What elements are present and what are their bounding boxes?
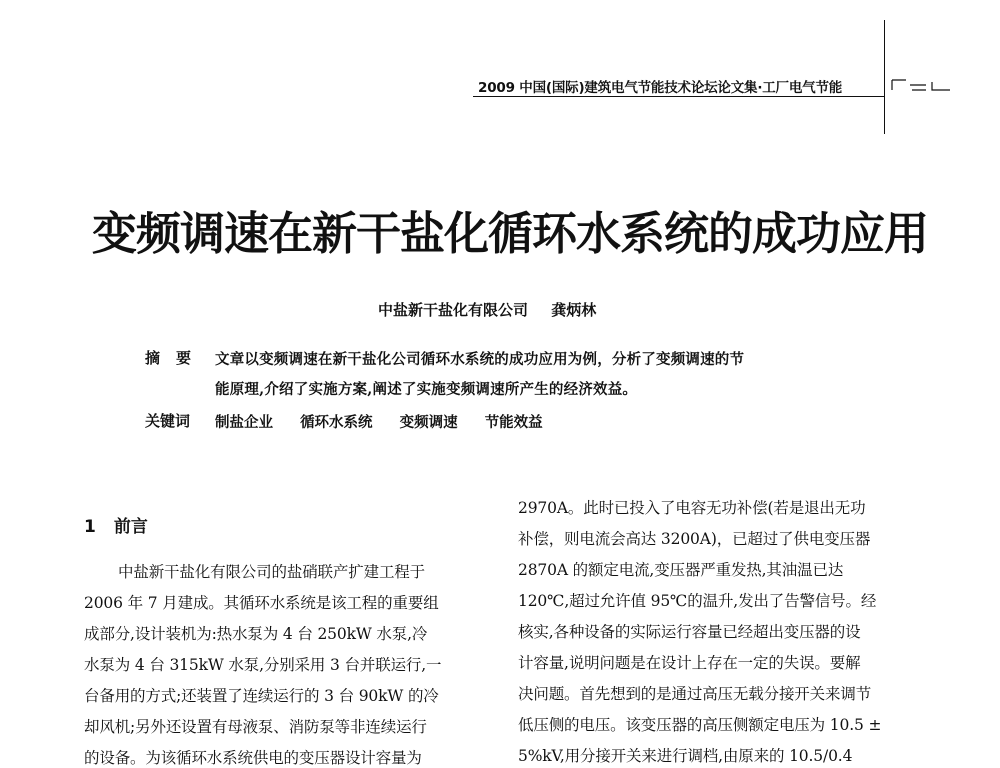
body-text-line: 中盐新干盐化有限公司的盐硝联产扩建工程于 xyxy=(118,563,426,581)
section-heading xyxy=(84,512,148,537)
abstract-line: 文章以变频调速在新干盐化公司循环水系统的成功应用为例，分析了变频调速的节 xyxy=(215,351,745,368)
body-text-line: 成部分,设计装机为:热水泵为 4 台 250kW 水泵,冷 xyxy=(84,625,428,643)
journal-header-text: 2009 中国(国际)建筑电气节能技术论坛论文集·工厂电气节能 xyxy=(478,80,843,96)
body-text-line: 2970A。此时已投入了电容无功补偿(若是退出无功 xyxy=(518,499,866,517)
header-underline xyxy=(473,96,885,97)
paper-title: 变频调速在新干盐化循环水系统的成功应用 xyxy=(92,207,929,260)
abstract-label: 摘要 xyxy=(145,349,208,367)
header-page-mark-icon xyxy=(890,78,952,94)
body-text-line: 补偿，则电流会高达 3200A)，已超过了供电变压器 xyxy=(518,530,871,548)
body-text-line: 低压侧的电压。该变压器的高压侧额定电压为 10.5 ± xyxy=(518,716,882,734)
body-text-line: 2006 年 7 月建成。其循环水系统是该工程的重要组 xyxy=(84,594,439,612)
body-text-line: 2870A 的额定电流,变压器严重发热,其油温已达 xyxy=(518,561,844,579)
author-organization: 中盐新干盐化有限公司 xyxy=(378,301,529,319)
body-text-line: 120℃,超过允许值 95℃的温升,发出了告警信号。经 xyxy=(518,592,877,610)
body-text-line: 的设备。为该循环水系统供电的变压器设计容量为 xyxy=(84,749,422,767)
body-text-line: 计容量,说明问题是在设计上存在一定的失误。要解 xyxy=(518,654,861,672)
keywords-list xyxy=(215,411,595,432)
author-line xyxy=(378,299,708,320)
author-name: 龚炳林 xyxy=(551,301,597,319)
body-text-line: 5%kV,用分接开关来进行调档,由原来的 10.5/0.4 xyxy=(518,747,853,765)
body-text-line: 台备用的方式;还装置了连续运行的 3 台 90kW 的冷 xyxy=(84,687,439,705)
header-vertical-rule xyxy=(884,20,885,134)
body-text-line: 决问题。首先想到的是通过高压无载分接开关来调节 xyxy=(518,685,872,703)
body-text-line: 却风机;另外还设置有母液泵、消防泵等非连续运行 xyxy=(84,718,427,736)
section-title: 前言 xyxy=(113,517,148,537)
keyword-item: 循环水系统 xyxy=(300,414,373,431)
abstract-line: 能原理,介绍了实施方案,阐述了实施变频调速所产生的经济效益。 xyxy=(215,381,638,398)
keyword-item: 节能效益 xyxy=(484,414,543,431)
keyword-item: 制盐企业 xyxy=(215,414,273,431)
body-text-line: 水泵为 4 台 315kW 水泵,分别采用 3 台并联运行,一 xyxy=(84,656,442,674)
section-number: 1 xyxy=(84,517,96,537)
keyword-item: 变频调速 xyxy=(399,414,458,431)
keywords-label: 关键词 xyxy=(145,412,191,430)
body-text-line: 核实,各种设备的实际运行容量已经超出变压器的设 xyxy=(518,623,861,641)
